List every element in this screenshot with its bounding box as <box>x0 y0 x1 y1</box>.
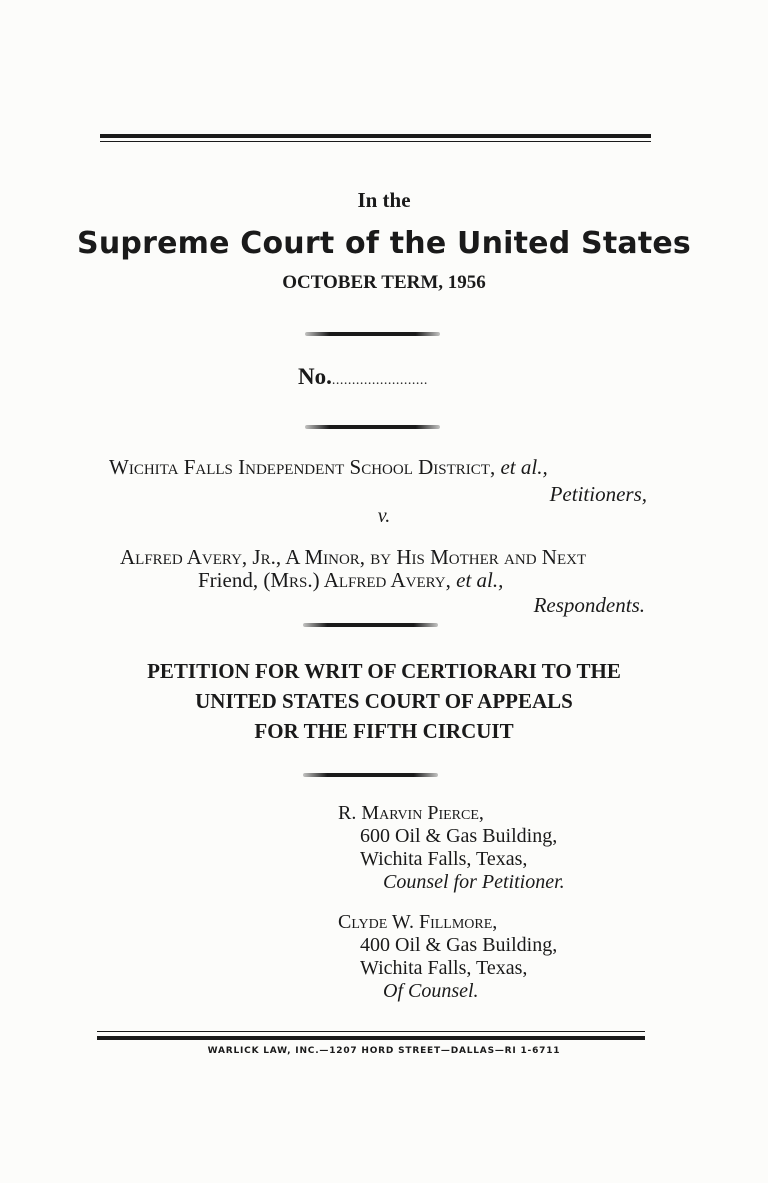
petition-title-line-3: FOR THE FIFTH CIRCUIT <box>254 719 514 743</box>
bottom-rule-thin <box>97 1031 645 1032</box>
counsel-entry-1 <box>338 802 565 894</box>
counsel-name: R. Marvin Pierce, <box>338 802 484 824</box>
counsel-address-2: Wichita Falls, Texas, <box>360 848 528 870</box>
petition-title <box>0 656 768 746</box>
respondent-line-2 <box>198 568 503 593</box>
divider-2 <box>305 425 440 429</box>
petition-title-line-2: UNITED STATES COURT OF APPEALS <box>195 689 573 713</box>
respondent-prefix: Friend, ( <box>198 568 271 592</box>
petitioner-etal: et al., <box>500 455 548 479</box>
docket-label: No. <box>298 364 332 389</box>
respondent-role: Respondents. <box>533 593 645 617</box>
bottom-rule-thick <box>97 1036 645 1040</box>
petitioner-name: Wichita Falls Independent School District, <box>109 455 496 479</box>
docket-blank: ........................ <box>331 373 428 388</box>
printer-imprint: WARLICK LAW, INC.—1207 HORD STREET—DALLAS—RI 1-6711 <box>207 1046 561 1056</box>
respondent-name: ) Alfred Avery, <box>312 568 451 592</box>
counsel-address-1: 600 Oil & Gas Building, <box>360 825 558 847</box>
counsel-role: Of Counsel. <box>383 980 479 1002</box>
versus: v. <box>377 505 391 527</box>
term-line: OCTOBER TERM, 1956 <box>282 272 486 293</box>
petitioner-line <box>109 455 548 480</box>
court-name: Supreme Court of the United States <box>77 226 691 261</box>
respondent-mrs: Mrs. <box>270 568 313 592</box>
respondent-line-1: Alfred Avery, Jr., A Minor, by His Mother and Next <box>120 545 587 569</box>
counsel-role: Counsel for Petitioner. <box>383 871 565 893</box>
counsel-entry-2 <box>338 911 557 1003</box>
divider-4 <box>303 773 438 777</box>
counsel-name: Clyde W. Fillmore, <box>338 911 498 933</box>
counsel-address-1: 400 Oil & Gas Building, <box>360 934 558 956</box>
top-rule-thin <box>100 141 651 142</box>
divider-1 <box>305 332 440 336</box>
counsel-address-2: Wichita Falls, Texas, <box>360 957 528 979</box>
petitioner-role: Petitioners, <box>549 482 647 506</box>
top-rule-thick <box>100 134 651 138</box>
docket-number <box>298 364 428 390</box>
petition-title-line-1: PETITION FOR WRIT OF CERTIORARI TO THE <box>147 659 621 683</box>
divider-3 <box>303 623 438 627</box>
respondent-etal: et al., <box>456 568 504 592</box>
in-the-heading: In the <box>357 188 411 212</box>
